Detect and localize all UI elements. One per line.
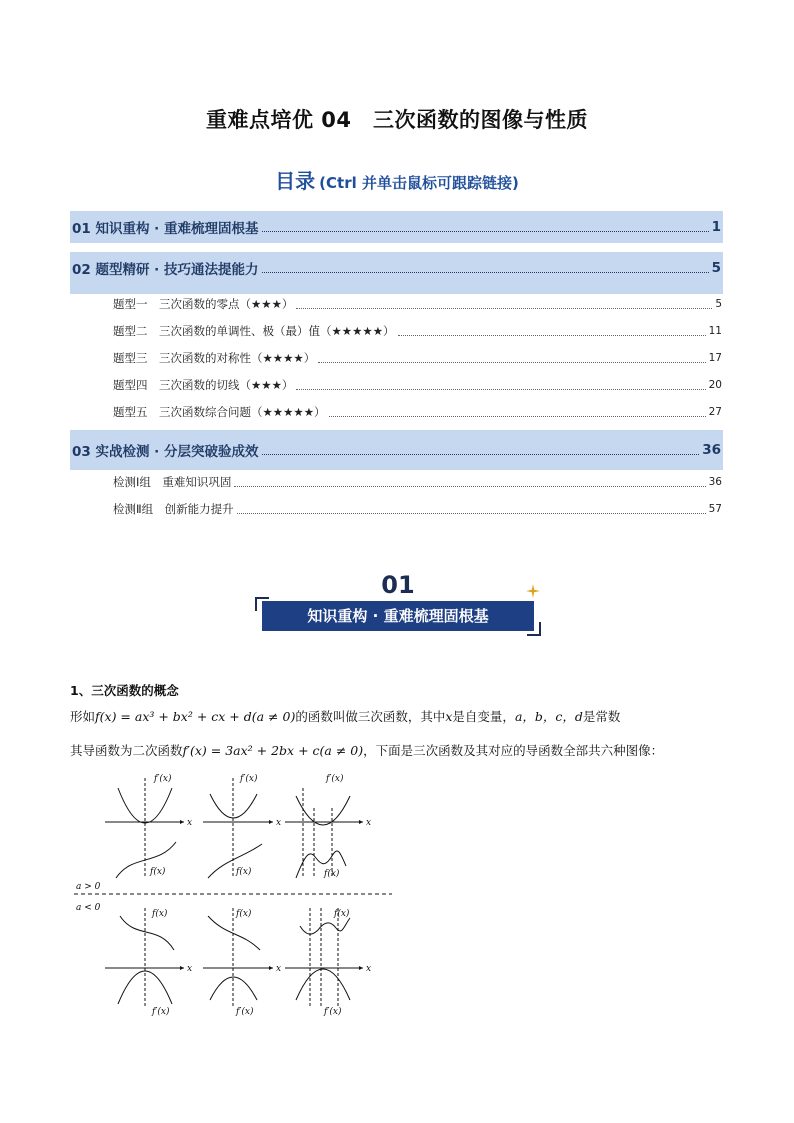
- toc-leader-dots: [296, 308, 712, 309]
- sparkle-icon: [526, 584, 540, 598]
- arrow-icon: [180, 966, 184, 970]
- toc-sub-page: 17: [708, 352, 722, 364]
- definition-line: [70, 707, 620, 725]
- toc-heading: [0, 165, 794, 194]
- toc-sub-page: 36: [708, 476, 722, 488]
- label-a-positive: a > 0: [76, 882, 101, 892]
- def-text-post: 的函数叫做三次函数，其中: [295, 709, 446, 724]
- graph-label-x: x: [366, 818, 372, 828]
- derivative-curve: [296, 796, 350, 825]
- toc-leader-dots: [262, 272, 709, 273]
- deriv-text-post: ，下面是三次函数及其对应的导函数全部共六种图像：: [363, 743, 664, 758]
- label-a-negative: a < 0: [76, 903, 101, 913]
- toc-sub-item-3[interactable]: [113, 349, 722, 367]
- toc-sub-page: 11: [708, 325, 722, 337]
- deriv-text-pre: 其导函数为二次函数: [70, 743, 183, 758]
- toc-sub-page: 27: [708, 406, 722, 418]
- toc-main-band: [70, 284, 723, 294]
- toc-leader-dots: [329, 416, 706, 417]
- graph-label-f: f(x): [334, 909, 350, 919]
- toc-sub-page: 20: [708, 379, 722, 391]
- graph-label-x: x: [366, 964, 372, 974]
- arrow-icon: [180, 820, 184, 824]
- toc-sub-label: 检测Ⅰ组 重难知识巩固: [113, 475, 232, 489]
- toc-main-page: 36: [702, 442, 721, 458]
- def-text-mid: 是自变量，: [452, 709, 515, 724]
- toc-main-page: 5: [711, 260, 721, 276]
- graph-label-x: x: [187, 818, 193, 828]
- toc-main-label: 03 实战检测 · 分层突破验成效: [72, 444, 259, 460]
- toc-leader-dots: [318, 362, 705, 363]
- graph-label-x: x: [276, 964, 282, 974]
- graph-label-f: f(x): [324, 869, 340, 879]
- graph-label-x: x: [187, 964, 193, 974]
- toc-main-label: 02 题型精研 · 技巧通法提能力: [72, 262, 259, 278]
- content-heading: 1、三次函数的概念: [70, 683, 179, 698]
- section-number: 01: [381, 571, 415, 599]
- toc-leader-dots: [234, 486, 705, 487]
- toc-main-item-1[interactable]: [70, 211, 723, 243]
- graph-label-fprime: f′(x): [326, 774, 344, 784]
- graph-label-f: f(x): [236, 867, 252, 877]
- derivative-curve: [296, 969, 350, 1000]
- section-title: 知识重构 · 重难梳理固根基: [262, 601, 534, 631]
- toc-sub-label: 题型一 三次函数的零点（★★★）: [113, 297, 294, 311]
- cubic-curve: [300, 918, 350, 934]
- toc-sub-item-4[interactable]: [113, 376, 722, 394]
- toc-leader-dots: [237, 513, 706, 514]
- toc-sub-page: 57: [708, 503, 722, 515]
- toc-sub-page: 5: [715, 298, 722, 310]
- toc-sub-label: 题型三 三次函数的对称性（★★★★）: [113, 351, 316, 365]
- toc-sub-label: 题型五 三次函数综合问题（★★★★★）: [113, 405, 326, 419]
- graph-label-f: f(x): [152, 909, 168, 919]
- cubic-curve: [120, 916, 174, 950]
- toc-sub-item-7[interactable]: [113, 500, 722, 518]
- toc-leader-dots: [262, 454, 700, 455]
- toc-leader-dots: [262, 231, 709, 232]
- toc-sub-item-1[interactable]: [113, 295, 722, 313]
- toc-leader-dots: [398, 335, 706, 336]
- toc-sub-label: 题型四 三次函数的切线（★★★）: [113, 378, 294, 392]
- arrow-icon: [269, 820, 273, 824]
- graph-label-x: x: [276, 818, 282, 828]
- derivative-formula: f′(x) = 3ax² + 2bx + c(a ≠ 0): [182, 743, 364, 758]
- toc-main-label: 01 知识重构 · 重难梳理固根基: [72, 221, 259, 237]
- document-title: 重难点培优 04 三次函数的图像与性质: [205, 108, 589, 132]
- def-text-end: 是常数: [582, 709, 621, 724]
- toc-sub-label: 题型二 三次函数的单调性、极（最）值（★★★★★）: [113, 324, 395, 338]
- toc-sub-label: 检测Ⅱ组 创新能力提升: [113, 502, 234, 516]
- graph-label-fprime: f′(x): [240, 774, 258, 784]
- toc-sub-item-2[interactable]: [113, 322, 722, 340]
- cubic-curve: [208, 916, 260, 950]
- cubic-formula: f(x) = ax³ + bx² + cx + d(a ≠ 0): [95, 709, 296, 724]
- graph-label-f: f(x): [150, 867, 166, 877]
- toc-leader-dots: [296, 389, 705, 390]
- arrow-icon: [359, 820, 363, 824]
- graph-label-fprime: f′(x): [236, 1007, 254, 1017]
- toc-heading-note: (Ctrl 并单击鼠标可跟踪链接): [319, 174, 519, 192]
- derivative-line: [70, 741, 663, 759]
- toc-main-page: 1: [711, 219, 721, 235]
- toc-main-item-3[interactable]: [70, 430, 723, 470]
- def-var: x: [445, 709, 453, 724]
- def-text-pre: 形如: [70, 709, 96, 724]
- graph-label-fprime: f′(x): [154, 774, 172, 784]
- cubic-graphs-figure: [70, 768, 400, 1020]
- cubic-curve: [116, 842, 176, 878]
- graph-label-fprime: f′(x): [324, 1007, 342, 1017]
- toc-sub-item-6[interactable]: [113, 473, 722, 491]
- toc-heading-text: 目录: [275, 169, 316, 193]
- arrow-icon: [269, 966, 273, 970]
- section-badge: [253, 568, 543, 638]
- arrow-icon: [359, 966, 363, 970]
- cubic-curve: [208, 844, 262, 878]
- toc-sub-item-5[interactable]: [113, 403, 722, 421]
- graph-label-f: f(x): [236, 909, 252, 919]
- def-consts: a，b，c，d: [514, 709, 583, 724]
- toc-main-item-2[interactable]: [70, 252, 723, 284]
- graph-label-fprime: f′(x): [152, 1007, 170, 1017]
